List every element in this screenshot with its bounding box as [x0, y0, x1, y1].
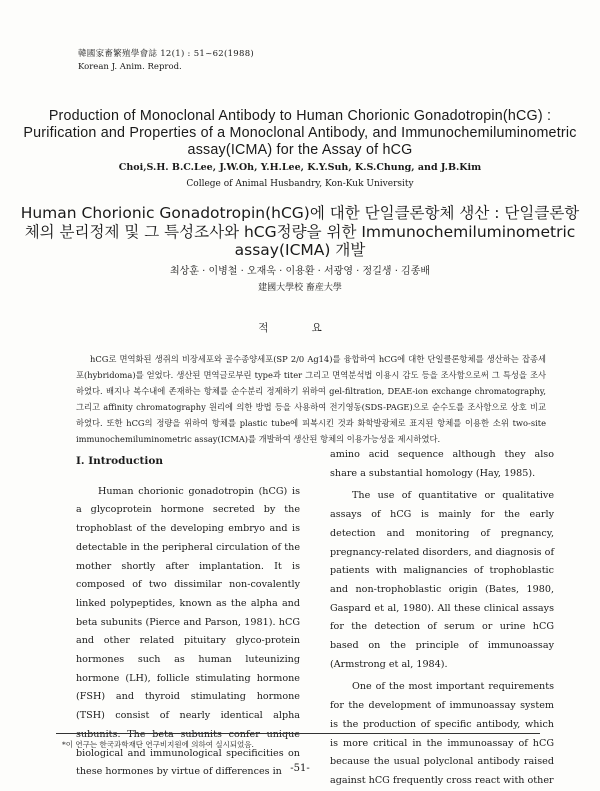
paper-title-ko: Human Chorionic Gonadotropin(hCG)에 대한 단일클론항체 생산 : 단일클론항체의 분리정제 및 그 특성조사와 hCG정량을 위한 Immunochemiluminometric assay(ICMA) 개발: [20, 204, 580, 259]
authors-ko: 최상훈 · 이병철 · 오재욱 · 이용환 · 서광영 · 정길생 · 김종배: [169, 266, 431, 277]
page-number: -51-: [290, 763, 310, 774]
journal-name-en: Korean J. Anim. Reprod.: [78, 62, 182, 72]
abstract-text: hCG로 면역화된 생쥐의 비장세포와 골수종양세포(SP 2/0 Ag14)를 융합하여 hCG에 대한 단일클론항체를 생산하는 잡종세포(hybridoma)를 얻었다. 생산된 면역글로부린 type과 titer 그리고 면역분석법 이용시 감도 등을 조사함으로써 그 특성을 조사하였다. 배지나 복수내에 존재하는 항체를 순수분리 정제하기 위하여 gel-filtration, DEAE-ion exchange chromatography, 그리고 affinity chromatography 원리에 의한 방법 등을 사용하여 전기영동(SDS-PAGE)으로 순수도를 조사함으로 상호 비교하였다. 또한 hCG의 정량을 위하여 항체를 plastic tube에 피복시킨 것과 화학발광체로 표지된 항체를 이용한 소위 two-site immunochemiluminometric assay(ICMA)를 개발하여 생산된 항체의 이용가능성을 제시하였다.: [76, 354, 546, 444]
paragraph: amino acid sequence although they also share a substantial homology (Hay, 1985).: [330, 449, 554, 479]
abstract-heading: 적 요: [258, 322, 342, 334]
section-heading-introduction: I. Introduction: [76, 455, 163, 467]
journal-header: [78, 48, 254, 74]
paragraph: One of the most important requirements for the development of immunoassay system is the production of specific antibody, which is more critical in the immunoassay of hCG because the usual polyclonal antibody raised against hCG frequently cross react with other: [330, 681, 554, 786]
paragraph: The use of quantitative or qualitative assays of hCG is mainly for the early detection and monitoring of pregnancy, pregnancy-related disorders, and diagnosis of patients with malignancies of trophoblastic and non-trophoblastic origin (Bates, 1980, Gaspard et al, 1980). All these clinical assays for the detection of serum or urine hCG based on the principle of immunoassay (Armstrong et al, 1984).: [330, 490, 554, 670]
left-column: [76, 446, 300, 782]
footnote-divider: [56, 733, 540, 734]
paragraph: Human chorionic gonadotropin (hCG) is a glycoprotein hormone secreted by the trophoblast of the developing embryo and is detectable in the peripheral circulation of the mother shortly after implantation. It is composed of two dissimilar non-covalently linked polypeptides, known as the alpha and beta subunits (Pierce and Parson, 1981). hCG and other related pituitary glyco-protein hormones such as human luteunizing hormone (LH), follicle stimulating hormone (FSH) and thyroid stimulating hormone (TSH) consist of nearly identical alpha subunits. The beta subunits confer unique biological and immunological specificities on these hormones by virtue of differences in: [76, 485, 300, 778]
authors-en: Choi,S.H. B.C.Lee, J.W.Oh, Y.H.Lee, K.Y.Suh, K.S.Chung, and J.B.Kim: [118, 162, 482, 173]
journal-name: 韓國家畜繁殖學會誌 12(1) : 51~62(1988): [78, 49, 255, 59]
affiliation-en: College of Animal Husbandry, Kon-Kuk University: [186, 179, 414, 189]
affiliation-ko: 建國大學校 畜産大學: [258, 283, 342, 293]
footnote: *이 연구는 한국과학재단 연구비지원에 의하여 실시되었음.: [62, 740, 254, 749]
paper-title-en: Production of Monoclonal Antibody to Human Chorionic Gonadotropin(hCG) : Purification and Properties of a Monoclonal Antibody, and Immunochemiluminometric assay(ICMA) for the Assay of hCG: [23, 108, 577, 158]
right-column: [330, 446, 554, 791]
